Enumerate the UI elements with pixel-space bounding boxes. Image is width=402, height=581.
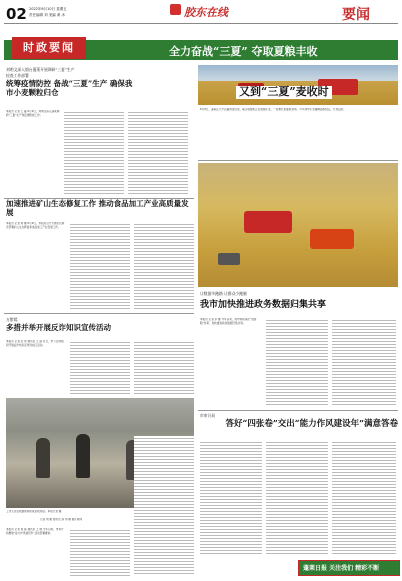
page-number: 02 bbox=[6, 5, 27, 23]
story-headline: 我市加快推进政务数据归集共享 bbox=[200, 300, 327, 310]
photo-headline: 又到“三夏”麦收时 bbox=[236, 86, 332, 99]
footer-ad[interactable] bbox=[298, 560, 400, 576]
masthead-rule bbox=[4, 23, 398, 24]
date-line-1: 2022年6月10日 星期五 bbox=[29, 7, 67, 11]
banner-slogan: 全力奋战“三夏” 夺取夏粮丰收 bbox=[169, 45, 318, 58]
story-column-2 bbox=[266, 318, 328, 406]
story-column-3 bbox=[134, 340, 194, 396]
banner-badge: 时政要闻 bbox=[12, 37, 86, 59]
masthead-logo-text: 胶东在线 bbox=[184, 6, 228, 19]
story-byline: 本报讯 记者 张 伟 通讯员 王 丽 近日，市公安局组织开展反诈知识宣传进社区活动。 bbox=[6, 340, 64, 347]
story-kicker-2: 检查工作部署 bbox=[6, 73, 29, 78]
story-column-3 bbox=[332, 318, 396, 406]
story-kicker: 万紫嫣 bbox=[6, 317, 18, 322]
story-column-2 bbox=[70, 222, 130, 310]
story-column-4 bbox=[200, 440, 262, 556]
harvester-icon bbox=[244, 211, 292, 233]
story-column-3 bbox=[128, 110, 188, 194]
story-kicker: 市审计局 bbox=[200, 413, 216, 418]
story-byline: 本报讯 记者 刘 娜 6月9日，市政府召开专题会议研究部署矿山生态修复和食品加工产业发展工作。 bbox=[6, 222, 65, 229]
section-title: 要闻 bbox=[342, 7, 370, 23]
masthead-logo-icon bbox=[170, 4, 181, 15]
story-headline: 多措并举开展反诈知识宣传活动 bbox=[6, 323, 111, 332]
story-byline: 本报讯 记者 刘 春 通讯员 王 晓 今年以来，市审计局聚焦“能力作风建设年”活动部署要求。 bbox=[6, 528, 64, 535]
banner bbox=[4, 40, 398, 60]
photo-caption: 工作人员在收割现场检查麦收进度。本报记者 摄 bbox=[6, 510, 62, 513]
divider bbox=[198, 160, 398, 161]
story-byline: 本报讯 记者 李 娜 今年以来，我市持续深化“放管服”改革，加快推进政务数据归集共享。 bbox=[200, 318, 257, 325]
harvester-icon bbox=[310, 229, 354, 249]
divider bbox=[198, 410, 398, 411]
photo-caption: 6月9日，蓬莱区大辛店镇的麦田里，联合收割机正在收割小麦，一派繁忙的夏收景象。今年我市小麦播种面积稳定，长势良好。 bbox=[200, 108, 346, 111]
story-column-2 bbox=[70, 528, 130, 578]
story-column-2 bbox=[70, 340, 130, 396]
field-photo bbox=[198, 163, 398, 287]
date-line-2: 责任编辑 刘 美编 黄 冰 bbox=[29, 13, 65, 17]
masthead bbox=[0, 0, 402, 30]
caption-names: 记者 刘 娜 通讯员 孙 伟 摄 图片新闻 bbox=[40, 518, 83, 521]
story-column-6 bbox=[332, 440, 396, 556]
story-kicker: 让数据多跑路 让群众少跑腿 bbox=[200, 291, 247, 296]
tractor-icon bbox=[218, 253, 240, 265]
story-headline: 统筹疫情防控 备战“三夏”生产 确保我市小麦颗粒归仓 bbox=[6, 79, 133, 97]
story-column-3 bbox=[134, 436, 194, 576]
person-icon bbox=[36, 438, 50, 478]
story-headline: 答好“四张卷”交出“能力作风建设年”满意答卷 bbox=[225, 419, 398, 429]
person-icon bbox=[76, 434, 90, 478]
story-column-3 bbox=[134, 222, 194, 310]
story-column-2 bbox=[64, 110, 124, 194]
story-byline: 本报讯 记者 王 磊 6月9日，刘明文深入蓬莱调研“三夏”生产和疫情防控工作。 bbox=[6, 110, 60, 117]
story-kicker: 刘明文深入烟台蓬莱开展调研“三夏”生产 bbox=[6, 67, 75, 72]
footer-ad-text: 蓬莱日报 关注我们 精彩不断 bbox=[303, 565, 380, 572]
story-headline: 加速推进矿山生态修复工作 推动食品加工产业高质量发展 bbox=[6, 199, 189, 217]
story-column-5 bbox=[266, 440, 328, 556]
divider bbox=[4, 313, 194, 314]
